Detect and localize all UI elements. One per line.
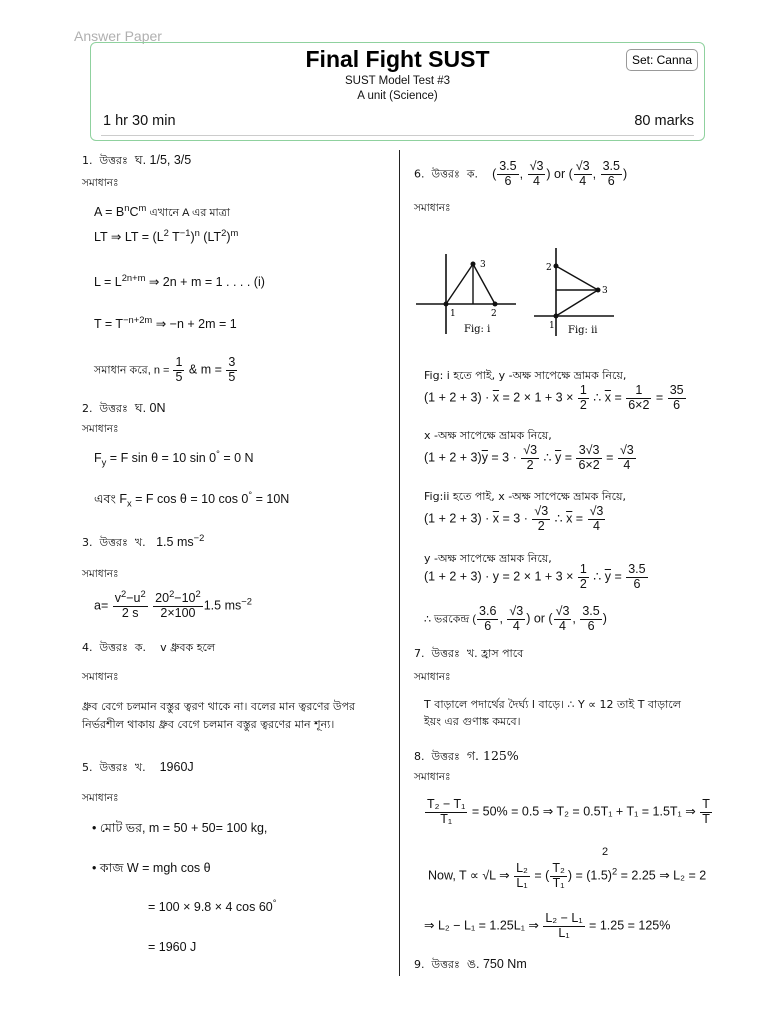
question-3-answer: 3. উত্তরঃ খ. 1.5 $ms^{-2}$ [82,532,205,549]
question-2-answer: 2. উত্তরঃ ঘ. 0N [82,401,166,415]
q1-equation-2: LT ⇒ LT = ($L^2$ $T^{-1})^n$ $(LT^2)^m$ [94,227,239,244]
q2-equation-2: এবং $F_x = F$ cos θ = 10 cos 0° = 10N [94,489,290,509]
q4-explanation-line-2: নির্ভরশীল থাকায় ধ্রুব বেগে চলমান বস্তুর ত্বরণের মান শূন্য। [82,718,335,731]
fig2-vertex-1: 1 [549,321,555,331]
fig2-vertex-2: 2 [546,263,552,273]
q8-equation-3: ⇒ L₂ − L₁ = 1.25L₁ ⇒ $\frac{\text{L₂ − L₁}}{\text{L₁}}$ = 1.25 = 125% [424,911,671,940]
set-badge: Set: Canna [626,49,698,71]
question-2-solution-label: সমাধানঃ [82,423,119,435]
q8-equation-1: $\frac{\text{T₂ − T₁}}{\text{T₁}}$ = 50% = 0.5 ⇒ T₂ = 0.5T₁ + T₁ = 1.5T₁ ⇒ $\frac{T}{T}$ [427,797,710,826]
question-6-answer: 6. উত্তরঃ ক. ( $\frac{3.5}{6}$ , $\frac{√3}{4}$ ) or ( $\frac{√3}{4}$ , $\frac{3.5}{6}$ ) [414,159,628,188]
question-8-solution-label: সমাধানঃ [414,771,451,783]
question-1-answer: 1. উত্তরঃ ঘ. 1/5, 3/5 [82,153,192,167]
q6-text-1: Fig: i হতে পাই, y -অক্ষ সাপেক্ষে ভ্রামক নিয়ে, [424,369,627,382]
column-divider [399,150,400,976]
q6-centroid: ∴ ভরকেন্দ্র ( $\frac{3.6}{6}$ , $\frac{√3}{4}$ ) or ( $\frac{√3}{4}$ , $\frac{3.5}{6}$ ) [424,604,607,633]
figure-ii [532,244,617,340]
q1-equation-4: $T = T^{-n+2m}$ ⇒ −n + 2m = 1 [94,314,237,331]
q3-equation: a= $\frac{v^2-u^2}{2 s}$ $\frac{20^2-10^2}{2\times 100}$ 1.5 $ms^{-2}$ [94,588,252,620]
q6-text-3: Fig:ii হতে পাই, x -অক্ষ সাপেক্ষে ভ্রামক নিয়ে, [424,490,626,503]
question-8-answer: 8. উত্তরঃ গ. 125% [414,748,519,763]
question-6-solution-label: সমাধানঃ [414,202,451,214]
header-marks: 80 marks [634,113,694,129]
q7-explanation-line-2: ইয়ং এর গুণাঙ্ক কমবে। [424,715,521,728]
q1-equation-3: $L = L^{2n+m}$ ⇒ 2n + m = 1 . . . . (i) [94,272,265,289]
question-1-solution-label: সমাধানঃ [82,177,119,189]
figure-i [412,250,522,340]
fig2-label: Fig: ii [568,325,598,336]
question-4-solution-label: সমাধানঃ [82,671,119,683]
header-unit: A unit (Science) [357,90,438,102]
q6-equation-1: $(1 + 2 + 3) \cdot \overline{x} = 2 \times 1 + 3$ × $\frac{1}{2}$ ∴ $\overline{x}$ = $\frac{1}{6\times 2}$ = $\frac{35}{6}$ [424,383,684,412]
q1-equation-1: $A = B^nC^m$ এখানে A এর মাত্রা [94,202,230,219]
watermark-text: Answer Paper [74,28,162,44]
q2-equation-1: $F_y = F$ sin θ = 10 sin 0° = 0 N [94,448,254,468]
question-5-answer: 5. উত্তরঃ খ. 1960J [82,760,194,774]
fig1-vertex-1: 1 [450,309,456,319]
header-duration: 1 hr 30 min [103,113,176,129]
fig1-label: Fig: i [464,324,491,335]
q8-exponent: 2 [602,846,609,858]
q6-equation-3: $(1 + 2 + 3) \cdot \overline{x} = 3$ · $\frac{√3}{2}$ ∴ $\overline{x}$ = $\frac{√3}{4}$ [424,504,604,533]
header-rule [101,135,694,136]
q8-equation-2: Now, T ∝ √L ⇒ $\frac{\text{L₂}}{\text{L₁}}$ = ( $\frac{\text{T₂}}{\text{T₁}}$ ) = $(1.5)^2 = 2.25$ ⇒ L₂ = 2 [428,861,707,890]
q7-explanation-line-1: T বাড়ালে পদার্থের দৈর্ঘ্য l বাড়ে। ∴ Y ∝ 12 তাই T বাড়ালে [424,698,681,711]
header-box [90,42,705,141]
question-5-solution-label: সমাধানঃ [82,792,119,804]
q6-text-2: x -অক্ষ সাপেক্ষে ভ্রামক নিয়ে, [424,429,552,442]
question-9-answer: 9. উত্তরঃ ঙ. 750 Nm [414,957,527,971]
question-7-answer: 7. উত্তরঃ খ. হ্রাস পাবে [414,647,524,660]
question-7-solution-label: সমাধানঃ [414,671,451,683]
q6-equation-2: $(1 + 2 + 3)\overline{y} = 3$ · $\frac{√3}{2}$ ∴ $\overline{y}$ = $\frac{3√3}{6\times 2}$ = $\frac{√3}{4}$ [424,443,634,472]
fig1-vertex-3: 3 [480,260,486,270]
page-title: Final Fight SUST [305,46,490,72]
question-3-solution-label: সমাধানঃ [82,568,119,580]
fig1-vertex-2: 2 [491,309,497,319]
q4-explanation-line-1: ধ্রুব বেগে চলমান বস্তুর ত্বরণ থাকে না। বলের মান ত্বরণের উপর [82,700,356,713]
q1-equation-5: সমাধান করে, n = $\frac{1}{5}$ & m = $\frac{3}{5}$ [94,355,236,384]
header-subtitle: SUST Model Test #3 [344,75,451,87]
fig2-vertex-3: 3 [602,286,608,296]
q5-bullet-mass: • মোট ভর, m = 50 + 50= 100 kg, [92,821,268,835]
question-4-answer: 4. উত্তরঃ ক. v ধ্রুবক হলে [82,641,216,654]
q6-text-4: y -অক্ষ সাপেক্ষে ভ্রামক নিয়ে, [424,552,552,565]
q5-step-2: = 1960 J [148,940,197,954]
q6-equation-4: (1 + 2 + 3) · y = 2 × 1 + 3 × $\frac{1}{2}$ ∴ $\overline{y}$ = $\frac{3.5}{6}$ [424,562,646,591]
q5-bullet-work: • কাজ W = mgh cos θ [92,861,211,875]
q5-step-1: = 100 × 9.8 × 4 cos 60° [148,897,277,914]
